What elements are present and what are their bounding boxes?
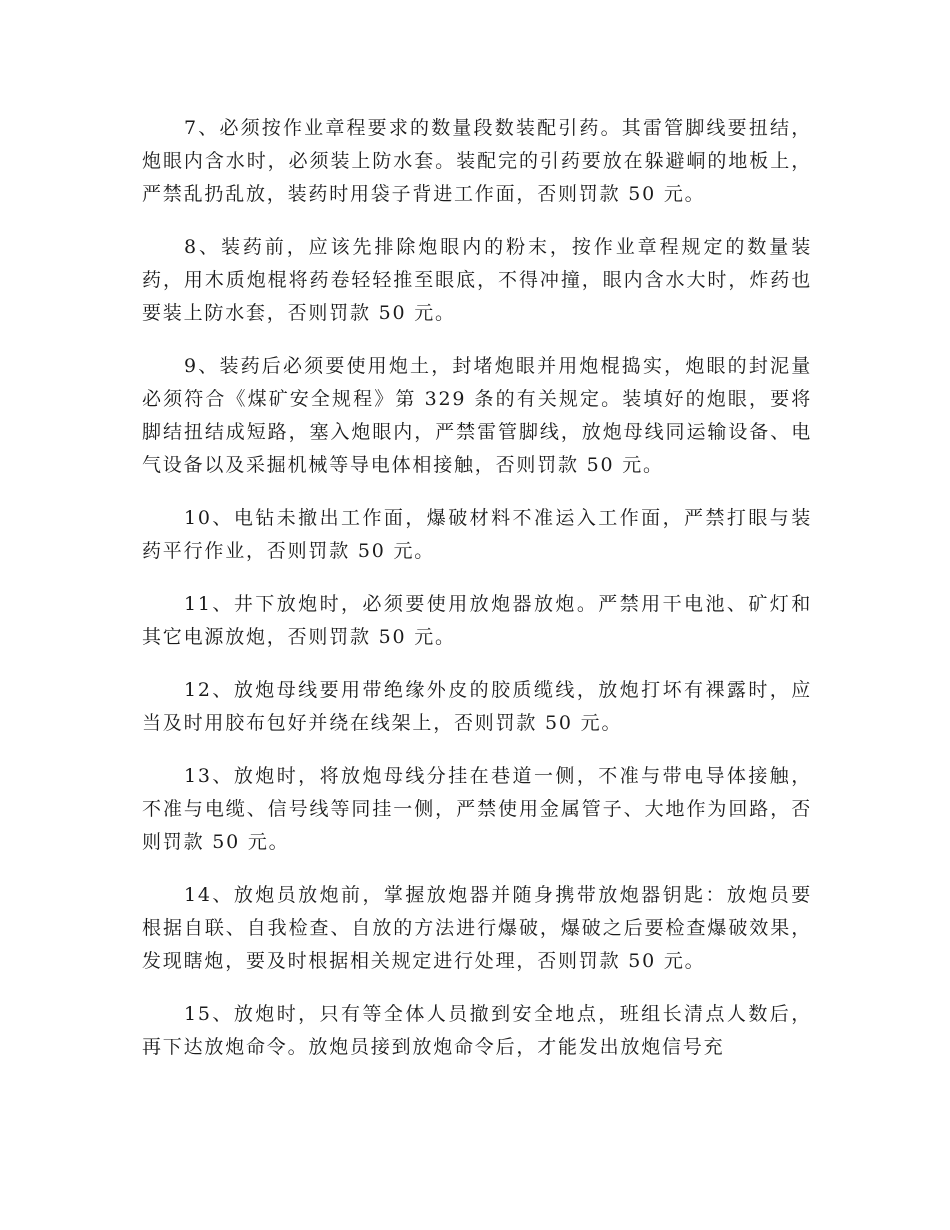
paragraph-7: 7、必须按作业章程要求的数量段数装配引药。其雷管脚线要扭结，炮眼内含水时，必须装上防水套。装配完的引药要放在躲避峒的地板上，严禁乱扔乱放，装药时用袋子背进工作面，否则罚款 50 元。 — [142, 117, 812, 205]
paragraph-14: 14、放炮员放炮前，掌握放炮器并随身携带放炮器钥匙：放炮员要根据自联、自我检查、自放的方法进行爆破，爆破之后要检查爆破效果，发现瞎炮，要及时根据相关规定进行处理，否则罚款 50 元。 — [142, 884, 812, 972]
paragraph-15: 15、放炮时，只有等全体人员撤到安全地点，班组长清点人数后，再下达放炮命令。放炮员接到放炮命令后，才能发出放炮信号充 — [142, 1003, 812, 1058]
paragraph-13: 13、放炮时，将放炮母线分挂在巷道一侧，不准与带电导体接触，不准与电缆、信号线等同挂一侧，严禁使用金属管子、大地作为回路，否则罚款 50 元。 — [142, 765, 812, 853]
paragraph-12: 12、放炮母线要用带绝缘外皮的胶质缆线，放炮打坏有裸露时，应当及时用胶布包好并绕在线架上，否则罚款 50 元。 — [142, 679, 812, 734]
paragraph-9: 9、装药后必须要使用炮土，封堵炮眼并用炮棍捣实，炮眼的封泥量必须符合《煤矿安全规程》第 329 条的有关规定。装填好的炮眼，要将脚结扭结成短路，塞入炮眼内，严禁雷管脚线，放炮母线同运输设备、电气设备以及采掘机械等导电体相接触，否则罚款 50 元。 — [142, 355, 812, 476]
paragraph-8: 8、装药前，应该先排除炮眼内的粉末，按作业章程规定的数量装药，用木质炮棍将药卷轻轻推至眼底，不得冲撞，眼内含水大时，炸药也要装上防水套，否则罚款 50 元。 — [142, 236, 812, 324]
paragraph-11: 11、井下放炮时，必须要使用放炮器放炮。严禁用干电池、矿灯和其它电源放炮，否则罚款 50 元。 — [142, 593, 812, 648]
document-body — [142, 112, 812, 1064]
paragraph-10: 10、电钻未撤出工作面，爆破材料不准运入工作面，严禁打眼与装药平行作业，否则罚款 50 元。 — [142, 507, 812, 562]
